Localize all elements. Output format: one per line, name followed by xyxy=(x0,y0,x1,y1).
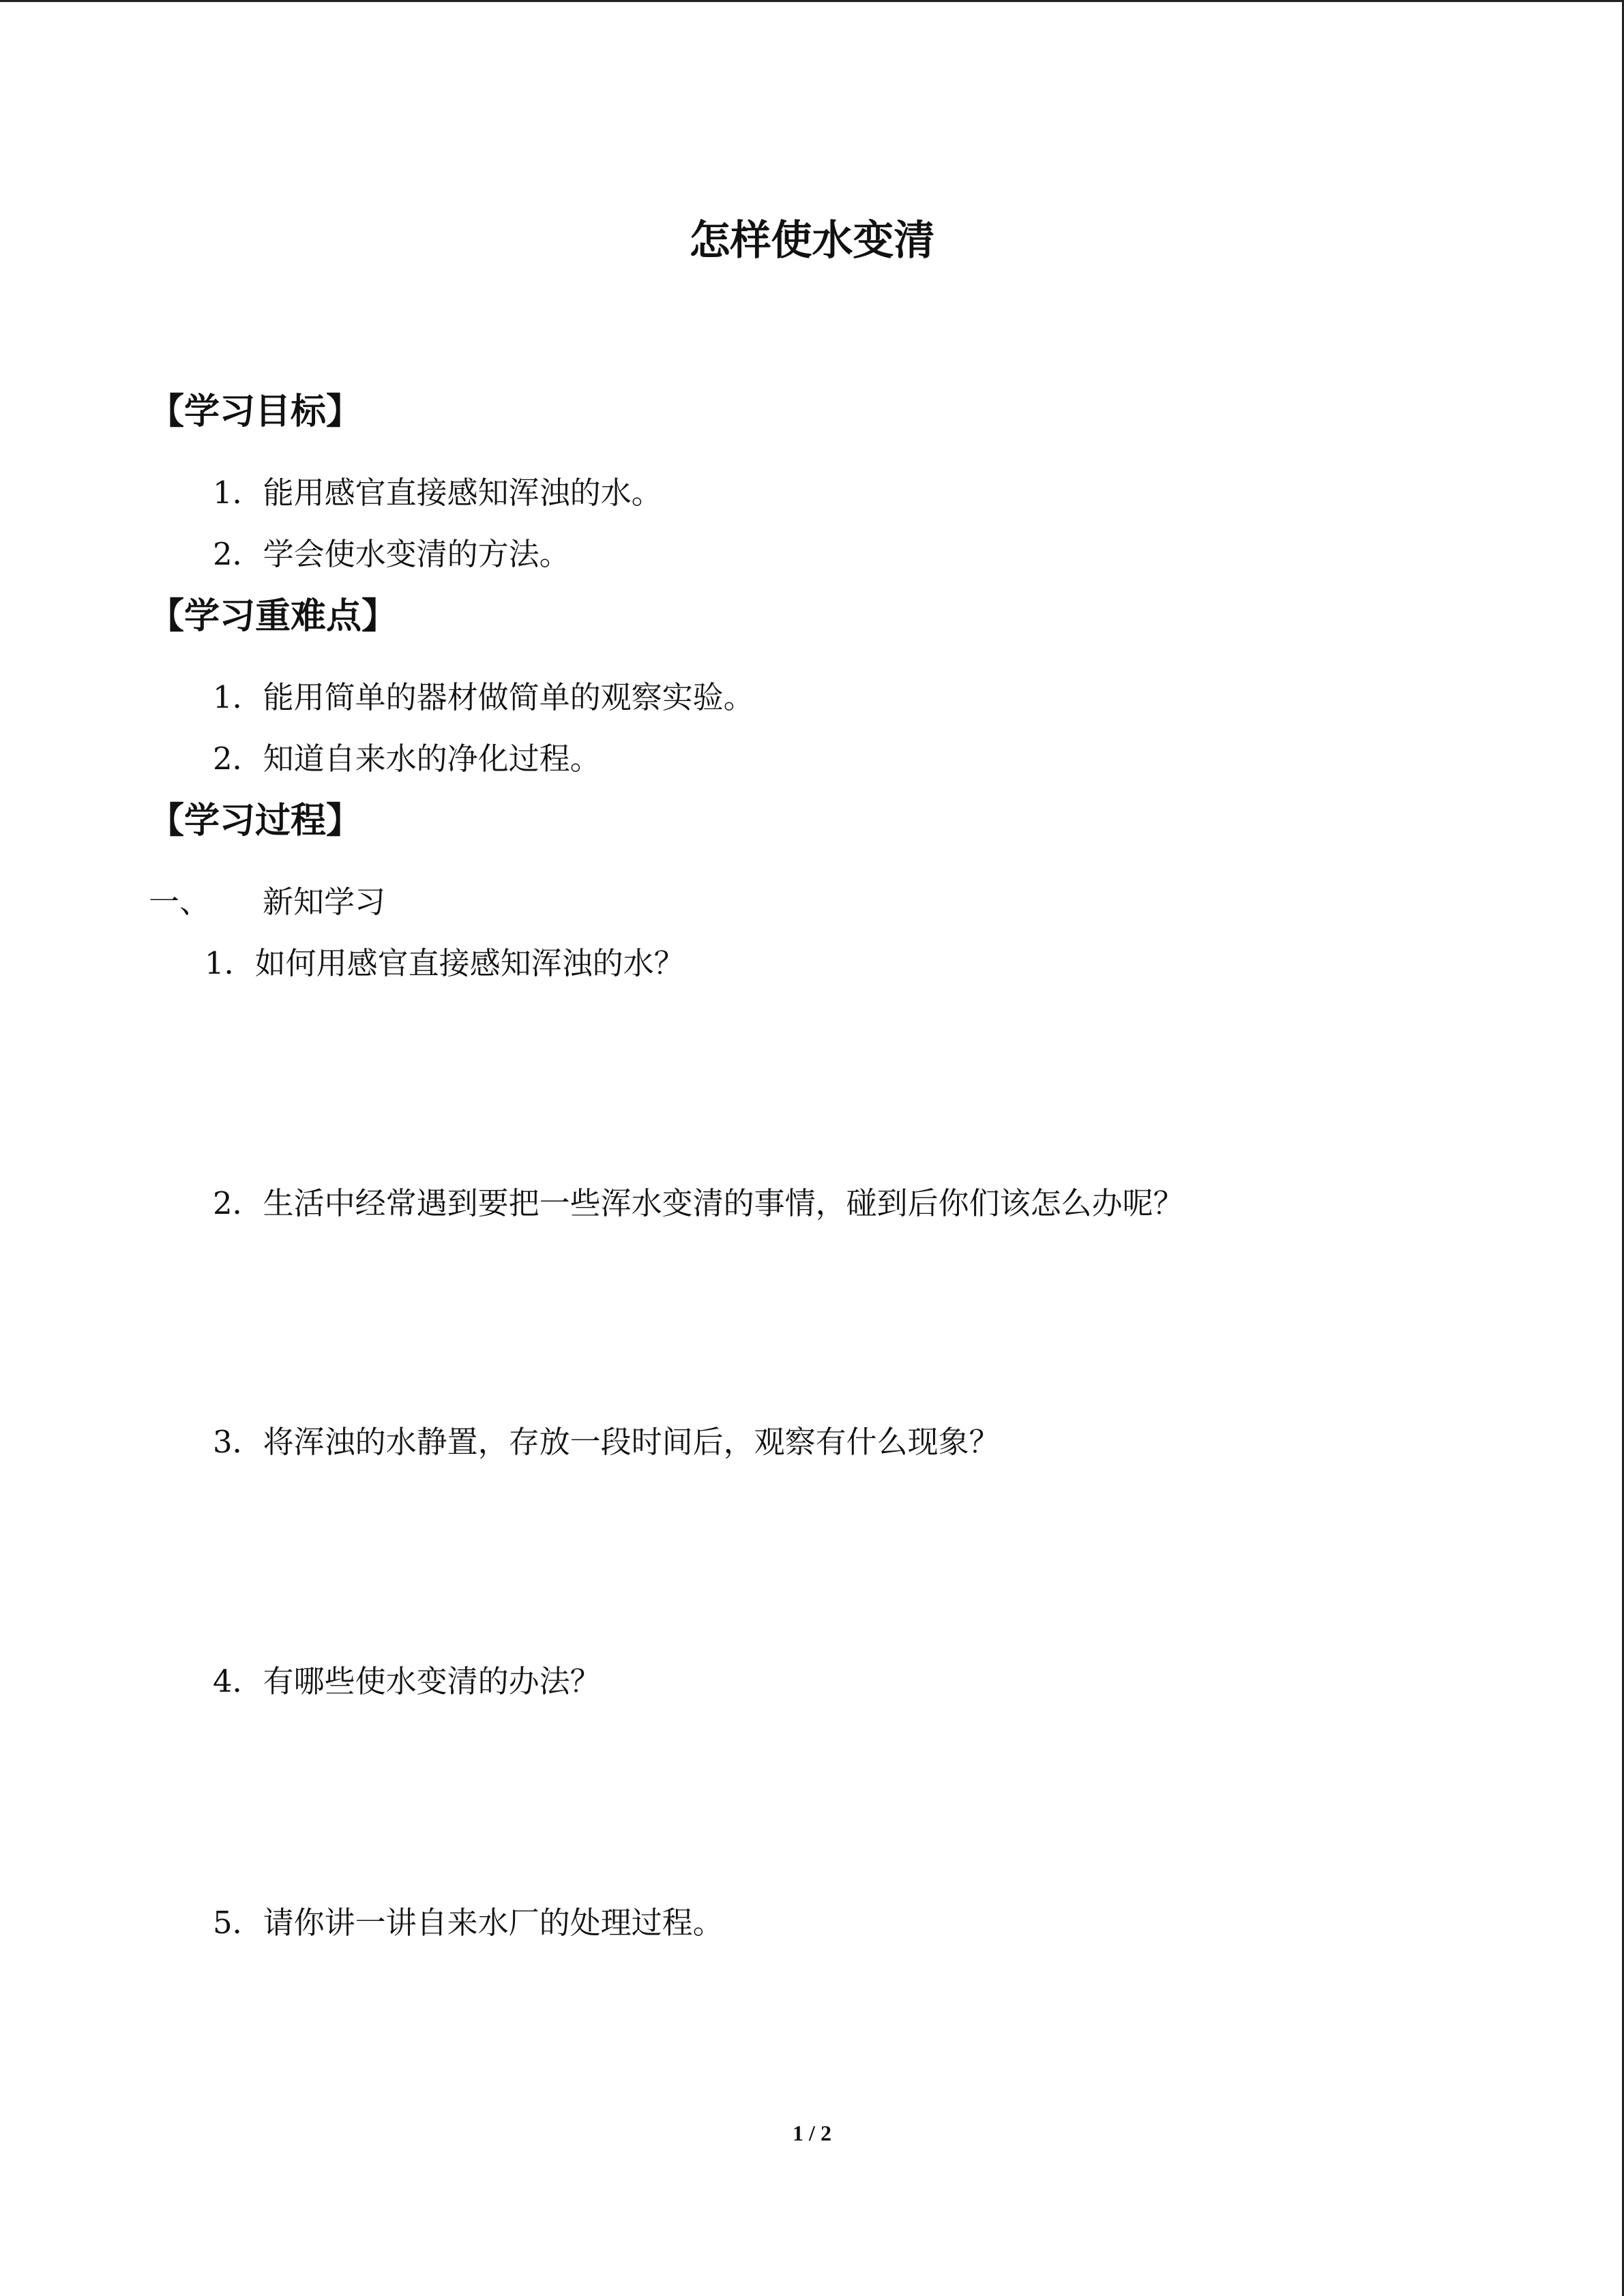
document-title: 怎样使水变清 xyxy=(689,217,935,265)
part-number: 一、 xyxy=(149,884,211,920)
question-number: 5． xyxy=(213,1905,263,1941)
item-number: 2． xyxy=(213,741,263,777)
question-text: 有哪些使水变清的办法？ xyxy=(263,1663,601,1699)
question-text: 如何用感官直接感知浑浊的水？ xyxy=(254,945,685,981)
question-1 xyxy=(205,943,685,984)
section-heading-process: 【学习过程】 xyxy=(149,801,362,841)
key-point-item-1 xyxy=(213,677,754,718)
page-number: 1 / 2 xyxy=(793,2121,831,2145)
item-text: 能用感官直接感知浑浊的水。 xyxy=(263,475,662,511)
objective-item-2 xyxy=(213,534,570,575)
question-number: 4． xyxy=(213,1663,263,1699)
item-number: 1． xyxy=(213,679,263,715)
section-heading-key-points: 【学习重难点】 xyxy=(149,596,398,637)
item-text: 学会使水变清的方法。 xyxy=(263,536,570,572)
question-number: 1． xyxy=(205,945,255,981)
question-text: 将浑浊的水静置，存放一段时间后，观察有什么现象？ xyxy=(263,1424,1000,1460)
question-2 xyxy=(213,1183,1184,1224)
key-point-item-2 xyxy=(213,739,601,779)
item-number: 1． xyxy=(213,475,263,511)
question-4 xyxy=(213,1661,601,1702)
question-number: 2． xyxy=(213,1185,263,1221)
question-3 xyxy=(213,1422,1000,1463)
question-5 xyxy=(213,1903,724,1943)
item-text: 知道自来水的净化过程。 xyxy=(263,741,601,777)
question-text: 请你讲一讲自来水厂的处理过程。 xyxy=(263,1905,724,1941)
question-number: 3． xyxy=(213,1424,263,1460)
objective-item-1 xyxy=(213,473,662,513)
item-number: 2． xyxy=(213,536,263,572)
part-label: 新知学习 xyxy=(263,884,386,920)
question-text: 生活中经常遇到要把一些浑水变清的事情，碰到后你们该怎么办呢？ xyxy=(263,1185,1184,1221)
item-text: 能用简单的器材做简单的观察实验。 xyxy=(263,679,754,715)
section-heading-objectives: 【学习目标】 xyxy=(149,391,362,432)
